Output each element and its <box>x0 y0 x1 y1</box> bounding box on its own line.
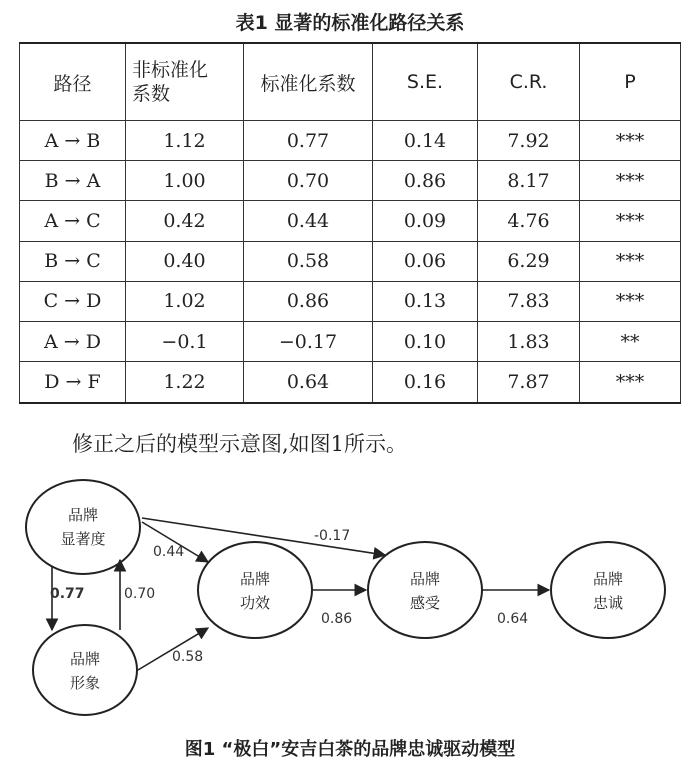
cell-p: *** <box>580 241 681 281</box>
header-unstd-line2: 系数 <box>132 83 171 105</box>
header-se: S.E. <box>373 43 478 121</box>
label-salience-feeling: -0.17 <box>314 528 351 544</box>
node-efficacy-line2: 功效 <box>239 594 271 612</box>
cell-path: A → D <box>20 322 126 362</box>
cell-se: 0.10 <box>373 322 478 362</box>
table-row <box>20 201 681 241</box>
node-salience-line2: 显著度 <box>60 530 106 548</box>
cell-cr: 7.92 <box>478 121 580 161</box>
cell-std: 0.70 <box>244 161 373 201</box>
cell-path: B → C <box>20 241 126 281</box>
cell-unstd: 0.42 <box>126 201 244 241</box>
node-image-line1: 品牌 <box>69 650 101 668</box>
node-brand-salience <box>26 480 140 574</box>
header-cr: C.R. <box>478 43 580 121</box>
cell-se: 0.14 <box>373 121 478 161</box>
node-brand-image <box>33 625 137 715</box>
cell-se: 0.13 <box>373 281 478 321</box>
header-path: 路径 <box>20 43 126 121</box>
node-salience-line1: 品牌 <box>67 506 99 524</box>
table-row <box>20 281 681 321</box>
node-efficacy-line1: 品牌 <box>239 570 271 588</box>
cell-p: *** <box>580 362 681 403</box>
cell-std: −0.17 <box>244 322 373 362</box>
header-unstd-coef <box>126 43 244 121</box>
label-image-efficacy: 0.58 <box>172 649 204 665</box>
cell-p: *** <box>580 161 681 201</box>
table-row <box>20 322 681 362</box>
header-std-coef: 标准化系数 <box>244 43 373 121</box>
cell-path: D → F <box>20 362 126 403</box>
node-brand-efficacy <box>198 542 312 638</box>
label-efficacy-feeling: 0.86 <box>321 611 353 627</box>
node-feeling-line2: 感受 <box>409 594 441 612</box>
node-loyalty-line1: 品牌 <box>592 570 624 588</box>
cell-cr: 7.87 <box>478 362 580 403</box>
cell-se: 0.16 <box>373 362 478 403</box>
cell-p: *** <box>580 121 681 161</box>
cell-cr: 6.29 <box>478 241 580 281</box>
cell-p: *** <box>580 281 681 321</box>
cell-cr: 8.17 <box>478 161 580 201</box>
cell-unstd: 1.12 <box>126 121 244 161</box>
cell-unstd: 1.02 <box>126 281 244 321</box>
table-row <box>20 121 681 161</box>
node-feeling-line1: 品牌 <box>409 570 441 588</box>
cell-cr: 4.76 <box>478 201 580 241</box>
cell-std: 0.77 <box>244 121 373 161</box>
cell-path: C → D <box>20 281 126 321</box>
table-row <box>20 362 681 403</box>
node-brand-loyalty <box>551 542 665 638</box>
node-loyalty-line2: 忠诚 <box>592 594 624 612</box>
table-caption: 表1 显著的标准化路径关系 <box>235 12 465 34</box>
table-row <box>20 241 681 281</box>
cell-path: A → B <box>20 121 126 161</box>
body-paragraph: 修正之后的模型示意图,如图1所示。 <box>72 432 408 456</box>
figure-caption: 图1 “极白”安吉白茶的品牌忠诚驱动模型 <box>184 739 516 760</box>
label-feeling-loyalty: 0.64 <box>497 611 529 627</box>
cell-cr: 1.83 <box>478 322 580 362</box>
cell-se: 0.86 <box>373 161 478 201</box>
coefficients-table <box>19 42 681 404</box>
cell-p: ** <box>580 322 681 362</box>
cell-se: 0.09 <box>373 201 478 241</box>
header-unstd-line1: 非标准化 <box>132 59 209 81</box>
cell-path: A → C <box>20 201 126 241</box>
label-salience-image: 0.77 <box>50 586 85 602</box>
cell-std: 0.64 <box>244 362 373 403</box>
cell-unstd: 1.00 <box>126 161 244 201</box>
node-brand-feeling <box>368 542 482 638</box>
cell-std: 0.44 <box>244 201 373 241</box>
node-image-line2: 形象 <box>69 674 101 692</box>
table-row <box>20 161 681 201</box>
header-p: P <box>580 43 681 121</box>
cell-unstd: 0.40 <box>126 241 244 281</box>
cell-path: B → A <box>20 161 126 201</box>
cell-se: 0.06 <box>373 241 478 281</box>
cell-std: 0.86 <box>244 281 373 321</box>
table-header-row <box>20 43 681 121</box>
model-diagram <box>0 468 700 730</box>
label-salience-efficacy: 0.44 <box>153 544 185 560</box>
label-image-salience: 0.70 <box>124 586 156 602</box>
cell-p: *** <box>580 201 681 241</box>
cell-unstd: 1.22 <box>126 362 244 403</box>
cell-std: 0.58 <box>244 241 373 281</box>
cell-unstd: −0.1 <box>126 322 244 362</box>
cell-cr: 7.83 <box>478 281 580 321</box>
